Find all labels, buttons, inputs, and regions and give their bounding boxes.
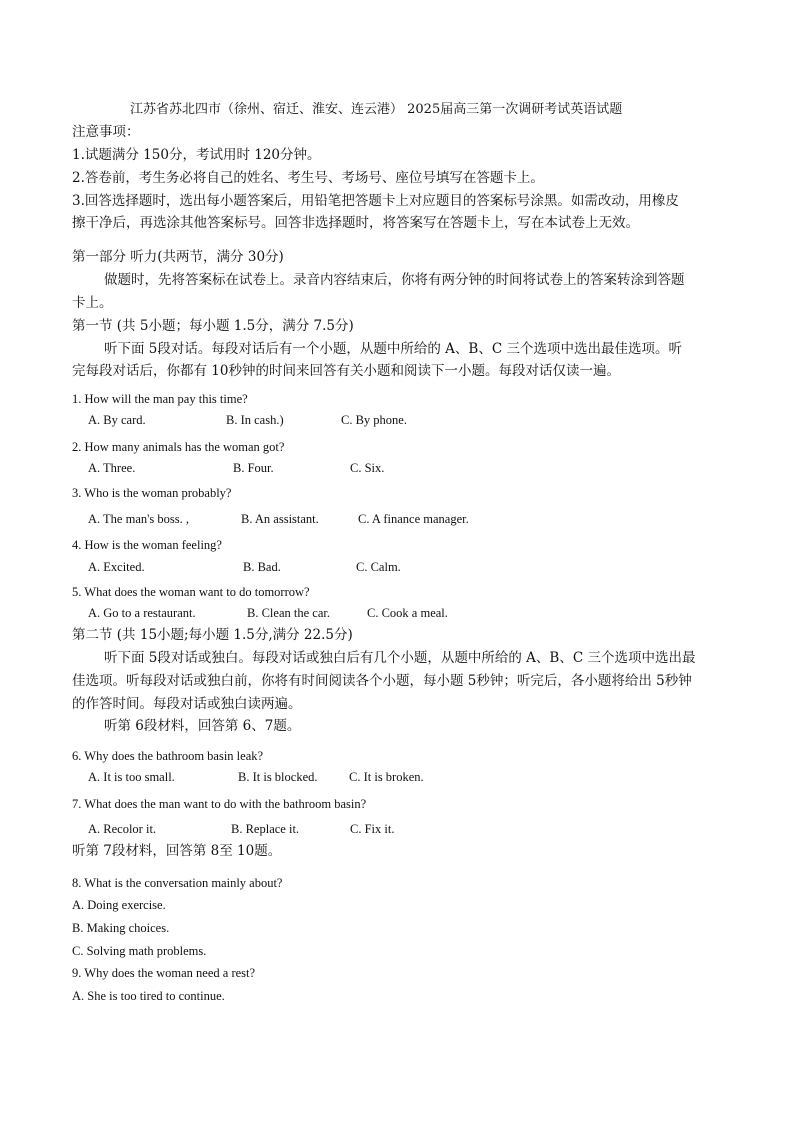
q1-stem: 1. How will the man pay this time?: [72, 392, 248, 406]
q1-option-a: A. By card.: [88, 413, 146, 427]
q2-option-a: A. Three.: [88, 461, 136, 475]
notice-item-1: 1.试题满分 150分，考试用时 120分钟。: [72, 147, 321, 163]
section2-intro-line-3: 的作答时间。每段对话或独白读两遍。: [72, 696, 302, 712]
q4-stem: 4. How is the woman feeling?: [72, 538, 222, 552]
q6-option-b: B. It is blocked.: [238, 770, 318, 784]
section1-intro-line-1: 听下面 5段对话。每段对话后有一个小题，从题中所给的 A、B、C 三个选项中选出最佳选项。听: [104, 341, 682, 357]
q7-stem: 7. What does the man want to do with the bathroom basin?: [72, 797, 367, 811]
q3-option-a: A. The man's boss. ,: [88, 512, 189, 526]
q3-option-c: C. A finance manager.: [358, 512, 469, 526]
section1-intro-line-2: 完每段对话后，你都有 10秒钟的时间来回答有关小题和阅读下一小题。每段对话仅读一遍。: [72, 363, 620, 379]
part1-intro-line-1: 做题时，先将答案标在试卷上。录音内容结束后，你将有两分钟的时间将试卷上的答案转涂到答题: [104, 272, 685, 288]
q3-stem: 3. Who is the woman probably?: [72, 486, 232, 500]
exam-title: 江苏省苏北四市（徐州、宿迁、淮安、连云港） 2025届高三第一次调研考试英语试题: [130, 102, 623, 117]
q8-option-a: A. Doing exercise.: [72, 898, 166, 912]
q8-stem: 8. What is the conversation mainly about?: [72, 876, 283, 890]
q7-option-c: C. Fix it.: [350, 822, 395, 836]
q7-option-b: B. Replace it.: [231, 822, 300, 836]
q2-option-c: C. Six.: [350, 461, 385, 475]
q1-option-c: C. By phone.: [341, 413, 407, 427]
material-6-instruction: 听第 6段材料，回答第 6、7题。: [104, 718, 301, 734]
section2-heading: 第二节 (共 15小题;每小题 1.5分,满分 22.5分): [72, 627, 353, 643]
q4-option-c: C. Calm.: [356, 560, 401, 574]
q2-stem: 2. How many animals has the woman got?: [72, 440, 285, 454]
q5-option-c: C. Cook a meal.: [367, 606, 448, 620]
q5-stem: 5. What does the woman want to do tomorrow?: [72, 585, 310, 599]
q1-option-b: B. In cash.): [226, 413, 284, 427]
section1-heading: 第一节 (共 5小题；每小题 1.5分，满分 7.5分): [72, 318, 354, 334]
q5-option-a: A. Go to a restaurant.: [88, 606, 196, 620]
q9-option-a: A. She is too tired to continue.: [72, 989, 225, 1003]
section2-intro-line-1: 听下面 5段对话或独白。每段对话或独白后有几个小题，从题中所给的 A、B、C 三个选项中选出最: [104, 650, 696, 666]
material-7-instruction: 听第 7段材料，回答第 8至 10题。: [72, 843, 282, 859]
q6-stem: 6. Why does the bathroom basin leak?: [72, 749, 264, 763]
q8-option-c: C. Solving math problems.: [72, 944, 207, 958]
q3-option-b: B. An assistant.: [241, 512, 319, 526]
q4-option-b: B. Bad.: [243, 560, 281, 574]
notice-item-3-line-1: 3.回答选择题时，选出每小题答案后，用铅笔把答题卡上对应题目的答案标号涂黑。如需改动，用橡皮: [72, 193, 679, 209]
section2-intro-line-2: 佳选项。听每段对话或独白前，你将有时间阅读各个小题，每小题 5秒钟；听完后，各小题将给出 5秒钟: [72, 673, 692, 689]
q8-option-b: B. Making choices.: [72, 921, 170, 935]
notice-item-2: 2.答卷前，考生务必将自己的姓名、考生号、考场号、座位号填写在答题卡上。: [72, 170, 544, 186]
notice-heading: 注意事项：: [72, 124, 140, 140]
q6-option-a: A. It is too small.: [88, 770, 175, 784]
q5-option-b: B. Clean the car.: [247, 606, 330, 620]
q4-option-a: A. Excited.: [88, 560, 145, 574]
q7-option-a: A. Recolor it.: [88, 822, 157, 836]
part1-heading: 第一部分 听力(共两节，满分 30分): [72, 249, 284, 265]
q6-option-c: C. It is broken.: [349, 770, 424, 784]
notice-item-3-line-2: 擦干净后，再选涂其他答案标号。回答非选择题时，将答案写在答题卡上，写在本试卷上无效。: [72, 215, 639, 231]
q2-option-b: B. Four.: [233, 461, 274, 475]
part1-intro-line-2: 卡上。: [72, 295, 113, 311]
q9-stem: 9. Why does the woman need a rest?: [72, 966, 256, 980]
